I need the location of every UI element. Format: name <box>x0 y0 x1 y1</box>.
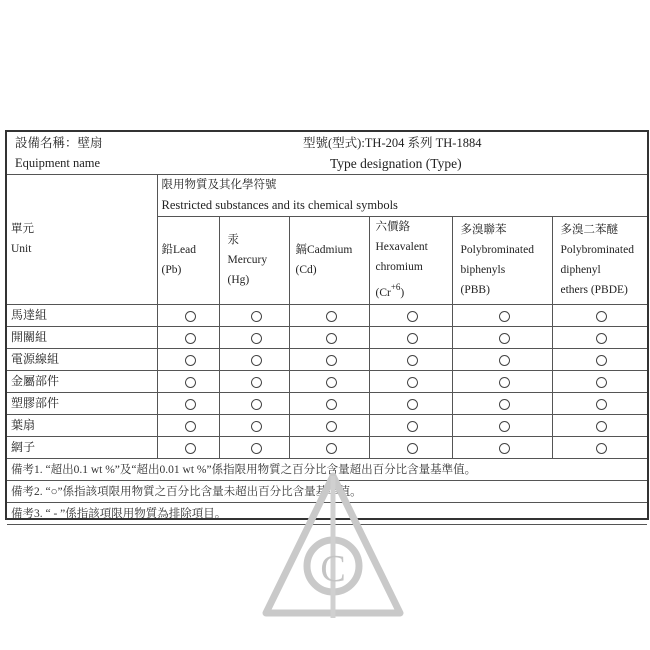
compliance-cell <box>157 348 219 370</box>
substance-label: (Pb) <box>161 264 182 276</box>
substance-label: Polybrominated <box>460 244 534 256</box>
substance-label: 多溴聯苯 <box>460 224 507 236</box>
substance-label <box>376 277 452 303</box>
substance-pbb <box>452 216 552 304</box>
compliance-cell <box>289 326 369 348</box>
table-row <box>7 370 647 392</box>
not-exceeded-circle-icon <box>407 311 418 322</box>
not-exceeded-circle-icon <box>499 333 510 344</box>
substance-label: chromium <box>375 261 423 273</box>
not-exceeded-circle-icon <box>499 311 510 322</box>
unit-zh: 單元 <box>11 222 34 235</box>
not-exceeded-circle-icon <box>499 421 510 432</box>
not-exceeded-circle-icon <box>326 333 337 344</box>
not-exceeded-circle-icon <box>596 311 607 322</box>
component-label: 電源線組 <box>7 348 157 370</box>
not-exceeded-circle-icon <box>326 377 337 388</box>
not-exceeded-circle-icon <box>596 355 607 366</box>
substance-label: 鉛Lead <box>161 244 196 256</box>
note-text: 備考1. “超出0.1 wt %”及“超出0.01 wt %”係指限用物質之百分比含量超出百分比含量基準值。 <box>11 463 477 476</box>
not-exceeded-circle-icon <box>251 311 262 322</box>
table-row <box>7 414 647 436</box>
compliance-cell <box>552 436 647 458</box>
note-text: 備考3. “ - ”係指該項限用物質為排除項目。 <box>11 507 227 520</box>
compliance-cell <box>369 326 452 348</box>
not-exceeded-circle-icon <box>596 443 607 454</box>
compliance-cell <box>369 370 452 392</box>
compliance-cell <box>219 436 289 458</box>
not-exceeded-circle-icon <box>326 399 337 410</box>
substance-label: 六價鉻 <box>375 221 410 233</box>
compliance-cell <box>157 414 219 436</box>
compliance-cell <box>552 304 647 326</box>
certification-seal-watermark <box>258 468 408 623</box>
compliance-cell <box>157 326 219 348</box>
model-zh: 型號(型式):TH-204 系列 TH-1884 <box>303 136 482 150</box>
substance-hexavalent-chromium <box>369 216 452 304</box>
not-exceeded-circle-icon <box>251 377 262 388</box>
substance-label: (PBB) <box>460 284 490 296</box>
not-exceeded-circle-icon <box>407 399 418 410</box>
unit-en: Unit <box>11 242 32 255</box>
compliance-cell <box>369 304 452 326</box>
compliance-cell <box>219 392 289 414</box>
chromium-valence: +6 <box>390 282 401 292</box>
equipment-name-en: Equipment name <box>15 156 101 170</box>
table-row <box>7 326 647 348</box>
substance-label: Mercury <box>227 254 268 266</box>
compliance-cell <box>552 326 647 348</box>
substance-label: 汞 <box>227 234 239 246</box>
table-row <box>7 348 647 370</box>
restricted-zh: 限用物質及其化學符號 <box>161 179 277 191</box>
not-exceeded-circle-icon <box>185 421 196 432</box>
substance-label: Hexavalent <box>375 241 428 253</box>
compliance-cell <box>219 414 289 436</box>
component-label: 開關組 <box>7 326 157 348</box>
compliance-cell <box>452 370 552 392</box>
not-exceeded-circle-icon <box>596 399 607 410</box>
compliance-cell <box>452 326 552 348</box>
compliance-cell <box>369 348 452 370</box>
compliance-cell <box>289 436 369 458</box>
substance-label: 多溴二苯醚 <box>560 224 618 236</box>
compliance-cell <box>369 436 452 458</box>
substance-cadmium <box>289 216 369 304</box>
compliance-cell <box>552 414 647 436</box>
compliance-cell <box>157 392 219 414</box>
not-exceeded-circle-icon <box>185 333 196 344</box>
compliance-cell <box>452 348 552 370</box>
substance-mercury <box>219 216 289 304</box>
not-exceeded-circle-icon <box>499 355 510 366</box>
not-exceeded-circle-icon <box>185 399 196 410</box>
not-exceeded-circle-icon <box>251 355 262 366</box>
model-en: Type designation (Type) <box>330 156 462 171</box>
not-exceeded-circle-icon <box>407 355 418 366</box>
compliance-cell <box>452 436 552 458</box>
substance-label: 鎘Cadmium <box>295 244 353 256</box>
compliance-cell <box>219 304 289 326</box>
substance-label: ethers (PBDE) <box>560 284 628 296</box>
restricted-header <box>157 174 647 216</box>
not-exceeded-circle-icon <box>185 355 196 366</box>
compliance-cell <box>369 392 452 414</box>
component-label: 馬達組 <box>7 304 157 326</box>
not-exceeded-circle-icon <box>499 399 510 410</box>
compliance-cell <box>219 326 289 348</box>
compliance-cell <box>157 436 219 458</box>
not-exceeded-circle-icon <box>251 333 262 344</box>
not-exceeded-circle-icon <box>596 377 607 388</box>
compliance-cell <box>452 304 552 326</box>
compliance-cell <box>157 304 219 326</box>
not-exceeded-circle-icon <box>326 443 337 454</box>
substance-label: (Hg) <box>227 274 250 286</box>
note-text: 備考2. “○”係指該項限用物質之百分比含量未超出百分比含量基準值。 <box>11 485 362 498</box>
equipment-header <box>7 132 647 175</box>
substance-label: (Cd) <box>295 264 317 276</box>
compliance-cell <box>219 370 289 392</box>
not-exceeded-circle-icon <box>326 355 337 366</box>
equipment-name-zh: 設備名稱：壁扇 <box>15 136 103 150</box>
chromium-close: ) <box>400 287 405 299</box>
not-exceeded-circle-icon <box>326 311 337 322</box>
not-exceeded-circle-icon <box>499 377 510 388</box>
compliance-cell <box>289 348 369 370</box>
compliance-cell <box>552 370 647 392</box>
not-exceeded-circle-icon <box>326 421 337 432</box>
substance-label: Polybrominated <box>560 244 634 256</box>
compliance-cell <box>289 414 369 436</box>
not-exceeded-circle-icon <box>596 333 607 344</box>
component-label: 網子 <box>7 436 157 458</box>
rohs-declaration-sheet <box>5 130 649 520</box>
compliance-cell <box>289 304 369 326</box>
restricted-en: Restricted substances and its chemical symbols <box>161 198 398 212</box>
not-exceeded-circle-icon <box>251 399 262 410</box>
substance-label: diphenyl <box>560 264 601 276</box>
not-exceeded-circle-icon <box>407 421 418 432</box>
not-exceeded-circle-icon <box>185 377 196 388</box>
compliance-cell <box>369 414 452 436</box>
compliance-cell <box>452 414 552 436</box>
table-row <box>7 436 647 458</box>
compliance-cell <box>219 348 289 370</box>
seal-letter: C <box>320 548 346 590</box>
table-row <box>7 392 647 414</box>
not-exceeded-circle-icon <box>185 443 196 454</box>
substance-pbde <box>552 216 647 304</box>
unit-header <box>7 174 157 304</box>
not-exceeded-circle-icon <box>499 443 510 454</box>
not-exceeded-circle-icon <box>185 311 196 322</box>
compliance-cell <box>452 392 552 414</box>
not-exceeded-circle-icon <box>407 443 418 454</box>
compliance-cell <box>552 392 647 414</box>
component-label: 塑膠部件 <box>7 392 157 414</box>
substance-lead <box>157 216 219 304</box>
compliance-cell <box>552 348 647 370</box>
substance-label: biphenyls <box>460 264 506 276</box>
component-label: 葉扇 <box>7 414 157 436</box>
not-exceeded-circle-icon <box>596 421 607 432</box>
chromium-symbol: (Cr <box>375 287 391 299</box>
not-exceeded-circle-icon <box>407 377 418 388</box>
not-exceeded-circle-icon <box>251 443 262 454</box>
compliance-cell <box>157 370 219 392</box>
compliance-cell <box>289 370 369 392</box>
component-label: 金屬部件 <box>7 370 157 392</box>
table-row <box>7 304 647 326</box>
compliance-cell <box>289 392 369 414</box>
not-exceeded-circle-icon <box>251 421 262 432</box>
not-exceeded-circle-icon <box>407 333 418 344</box>
